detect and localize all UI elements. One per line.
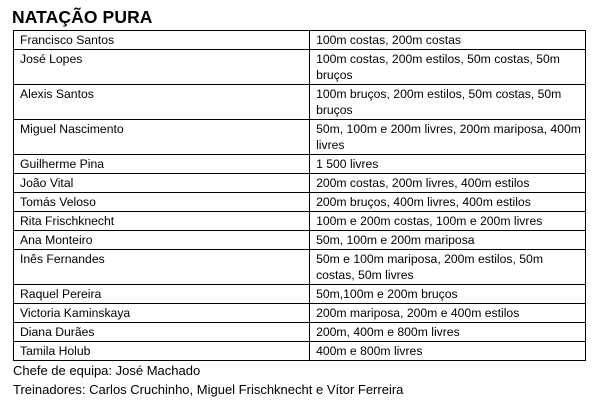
athlete-name: Guilherme Pina xyxy=(14,155,310,174)
athlete-name: Victoria Kaminskaya xyxy=(14,304,310,323)
athlete-events: 1 500 livres xyxy=(310,155,586,174)
document-page xyxy=(12,6,587,399)
athlete-name: Diana Durães xyxy=(14,323,310,342)
athlete-name: Raquel Pereira xyxy=(14,285,310,304)
table-row xyxy=(14,323,586,342)
athlete-events: 100m e 200m costas, 100m e 200m livres xyxy=(310,212,586,231)
athlete-name: Francisco Santos xyxy=(14,31,310,50)
table-row xyxy=(14,231,586,250)
team-leader-line: Chefe de equipa: José Machado xyxy=(13,363,201,378)
table-row xyxy=(14,120,586,155)
athlete-events: 100m bruços, 200m estilos, 50m costas, 50m bruços xyxy=(310,85,586,120)
table-row xyxy=(14,193,586,212)
coaches-line: Treinadores: Carlos Cruchinho, Miguel Frischknecht e Vítor Ferreira xyxy=(13,382,404,397)
athlete-events: 50m,100m e 200m bruços xyxy=(310,285,586,304)
table-row xyxy=(14,304,586,323)
athlete-name: Tomás Veloso xyxy=(14,193,310,212)
athlete-events: 100m costas, 200m estilos, 50m costas, 50m bruços xyxy=(310,50,586,85)
athlete-name: Inês Fernandes xyxy=(14,250,310,285)
athlete-events: 50m, 100m e 200m livres, 200m mariposa, 400m livres xyxy=(310,120,586,155)
table-row xyxy=(14,174,586,193)
table-row xyxy=(14,285,586,304)
athlete-events: 200m bruços, 400m livres, 400m estilos xyxy=(310,193,586,212)
athlete-name: Alexis Santos xyxy=(14,85,310,120)
athlete-events: 400m e 800m livres xyxy=(310,342,586,361)
table-row xyxy=(14,212,586,231)
table-row xyxy=(14,31,586,50)
athlete-events: 100m costas, 200m costas xyxy=(310,31,586,50)
table-row xyxy=(14,342,586,361)
athlete-name: José Lopes xyxy=(14,50,310,85)
athlete-events: 200m mariposa, 200m e 400m estilos xyxy=(310,304,586,323)
athlete-events: 200m costas, 200m livres, 400m estilos xyxy=(310,174,586,193)
athlete-name: Rita Frischknecht xyxy=(14,212,310,231)
table-row xyxy=(14,155,586,174)
athlete-name: Tamila Holub xyxy=(14,342,310,361)
table-row xyxy=(14,50,586,85)
table-row xyxy=(14,85,586,120)
table-row xyxy=(14,250,586,285)
athlete-events: 50m e 100m mariposa, 200m estilos, 50m costas, 50m livres xyxy=(310,250,586,285)
section-title: NATAÇÃO PURA xyxy=(12,7,153,27)
athlete-events: 200m, 400m e 800m livres xyxy=(310,323,586,342)
athlete-name: João Vital xyxy=(14,174,310,193)
athlete-events: 50m, 100m e 200m mariposa xyxy=(310,231,586,250)
athlete-name: Miguel Nascimento xyxy=(14,120,310,155)
athlete-events-table xyxy=(13,30,586,361)
athlete-name: Ana Monteiro xyxy=(14,231,310,250)
